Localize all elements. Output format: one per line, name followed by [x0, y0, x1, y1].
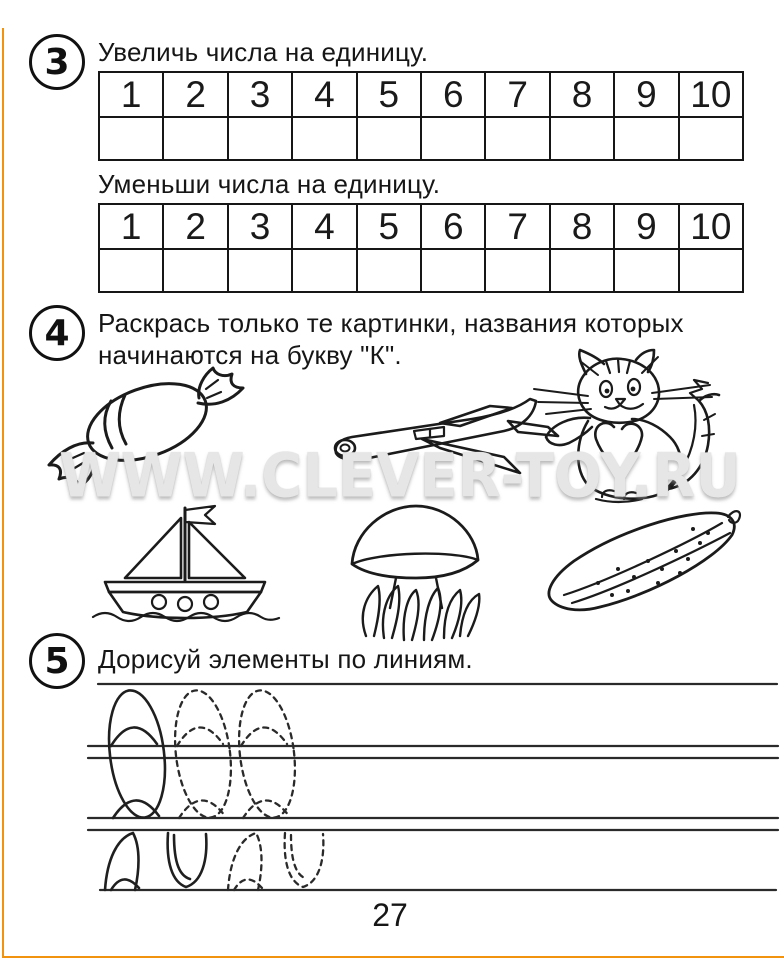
table-cell: 2 [164, 205, 228, 248]
table-cell: 5 [358, 73, 422, 116]
table-cell: 3 [229, 73, 293, 116]
table-cell: 1 [100, 205, 164, 248]
handwriting-practice-lines[interactable] [0, 676, 784, 901]
table-cell[interactable] [164, 250, 228, 291]
table-cell[interactable] [164, 118, 228, 159]
exercise-3-number: 3 [44, 41, 70, 83]
exercise-4-badge [29, 305, 85, 361]
table-cell: 7 [486, 73, 550, 116]
table-cell: 9 [615, 73, 679, 116]
exercise-5-number: 5 [44, 640, 70, 682]
table-cell: 9 [615, 205, 679, 248]
table-cell[interactable] [293, 118, 357, 159]
boat-drawing[interactable] [83, 498, 288, 630]
table-cell: 6 [422, 205, 486, 248]
table-cell[interactable] [486, 250, 550, 291]
exercise-3-badge [29, 34, 85, 90]
table-cell: 5 [358, 205, 422, 248]
table-cell[interactable] [551, 118, 615, 159]
table-cell: 6 [422, 73, 486, 116]
table-cell[interactable] [100, 250, 164, 291]
increase-numbers-table [98, 71, 744, 161]
table-cell[interactable] [422, 118, 486, 159]
table-cell[interactable] [680, 118, 742, 159]
table-cell[interactable] [100, 118, 164, 159]
candy-drawing[interactable] [35, 365, 255, 495]
table-header-row [100, 73, 742, 118]
table-cell: 8 [551, 205, 615, 248]
table-header-row [100, 205, 742, 250]
table-cell: 2 [164, 73, 228, 116]
decrease-numbers-table [98, 203, 744, 293]
task-increase-instruction: Увеличь числа на единицу. [98, 37, 429, 67]
table-cell: 4 [293, 73, 357, 116]
exercise-4-number: 4 [44, 312, 70, 354]
table-cell: 8 [551, 73, 615, 116]
table-answer-row[interactable] [100, 118, 742, 159]
table-cell: 4 [293, 205, 357, 248]
table-cell[interactable] [551, 250, 615, 291]
mushroom-drawing[interactable] [340, 490, 492, 642]
table-cell[interactable] [293, 250, 357, 291]
site-watermark: WWW.CLEVER-TOY.RU [59, 441, 741, 512]
task-decrease-instruction: Уменьши числа на единицу. [98, 169, 441, 199]
cat-drawing[interactable] [518, 348, 733, 516]
cucumber-drawing[interactable] [538, 503, 750, 628]
table-cell: 10 [690, 73, 732, 115]
table-cell[interactable] [615, 118, 679, 159]
coloring-instruction-line1: Раскрась только те картинки, названия которых [98, 308, 684, 338]
table-cell: 10 [690, 205, 732, 247]
tracing-instruction: Дорисуй элементы по линиям. [98, 644, 473, 674]
table-cell[interactable] [615, 250, 679, 291]
table-cell[interactable] [229, 250, 293, 291]
table-cell: 1 [100, 73, 164, 116]
page-number: 27 [372, 897, 408, 933]
coloring-instruction-line2: начинаются на букву "К". [98, 340, 402, 370]
table-cell[interactable] [422, 250, 486, 291]
table-cell: 7 [486, 205, 550, 248]
table-cell[interactable] [486, 118, 550, 159]
table-cell[interactable] [680, 250, 742, 291]
table-cell: 3 [229, 205, 293, 248]
table-answer-row[interactable] [100, 250, 742, 291]
page-edge-accent-bottom [2, 956, 784, 958]
table-cell[interactable] [229, 118, 293, 159]
table-cell[interactable] [358, 118, 422, 159]
table-cell[interactable] [358, 250, 422, 291]
